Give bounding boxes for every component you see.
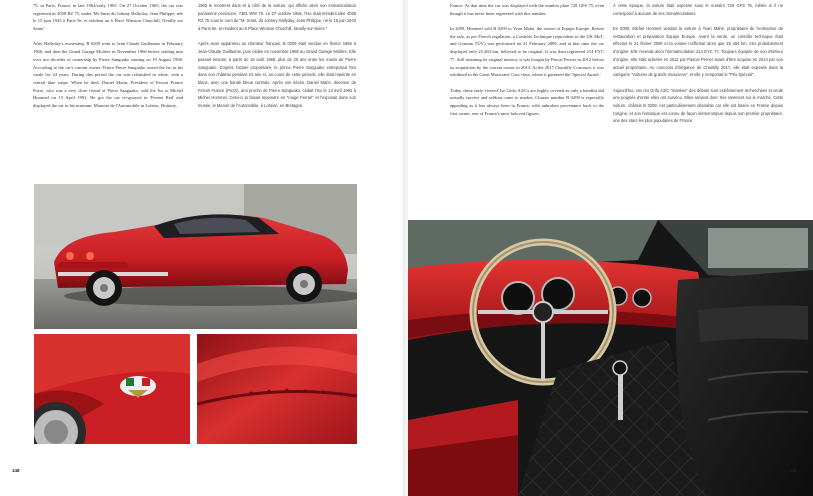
bodywork-detail-photo: [197, 334, 357, 444]
paragraph: In 2009, Hommel sold B 0209 to Yvan Mahé, the owner of Equipe Europe. Before the sale, as per French regulation, a Contrôle Technique (equivalent to the UK MoT, and German TÜV) was performed on 21 February 2009, and at that time the car displayed only 25,484 km, believed to be original. It was then registered 214 EYC 77. Still retaining its original interior, it was bought by Pascal Perrier in 2012 before its acquisition by the current owner in 2014. At the 2017 Chantilly Concours, it was exhibited in the Great Musicians' Cars class, where it garnered the 'Special Award.': [450, 26, 604, 78]
red-car-rear-image: [34, 184, 357, 329]
left-french-column: [198, 2, 356, 178]
bodywork-detail-image: [197, 334, 357, 444]
right-english-column: [450, 2, 604, 202]
badge-closeup-photo: [34, 334, 190, 444]
right-page: [408, 0, 813, 496]
paragraph: Today, these early 'riveted' Iso Grifo A3/Cs are highly coveted as only a handful did actually survive and seldom come to market. Chassis number B 0209 is especially appealing as it has always been in France, with unbroken provenance back to the first owner, one of France's most beloved figures.: [450, 87, 604, 116]
interior-image: [408, 220, 813, 496]
page-number-left: 148: [12, 468, 20, 473]
red-car-rear-photo: [34, 184, 357, 329]
paragraph: 1965 le montrent dans et à côté de la voiture, qui affiche alors son immatriculation parisienne provisoire, 7381 WW 75. Le 27 octobre 1965, l'Iso était immatriculée 4058 RZ 75 sous le nom de "M. Smet, dit Johnny Hallyday, Jean-Philippe, né le 15 juin 1943 à Paris 9e, et résident au 6 Place Winston Churchill, Neuilly-sur-Seine.": [198, 3, 356, 32]
left-english-column: [33, 2, 183, 178]
right-french-column: [613, 2, 783, 202]
paragraph: After Hallyday's ownership, B 0209 went to Jean Claude Guillaume in February 1966, and then the Grand Garage Molière in November 1966 before settling into over two decades of ownership by Pierre Sanguako starting on 19 August 1968. According to the car's current owner, Prince Pierre Sanguako stored the Iso in his castle for 24 years. During this period the car was refinished in white, with a central blue stripe. When he died, Daniel Marin, President of Ferrari France Pozzi, who was a very close friend of Pierre Sanguako, sold the Iso to Michel Hommel on 13 April 1992. He got the car re-sprayed in 'Ferrari Red' and displayed the car in his museum, Manoire de l'Automobile in Lohéac, Brittany,: [33, 41, 183, 109]
paragraph: À cette époque, la voiture était exposée sous le numéro 728 GFS 75, même si il ne correspond à aucune de ses immatriculations.: [613, 3, 783, 16]
paragraph: Après avoir appartenu au chanteur français, B 0209 était vendue en février 1966 à Jean-Claude Guillaume, puis cédée en novembre 1966 au Grand Garage Molière. Elle passait ensuite, à partir du 19 août 1968, plus de 20 ans entre les mains de Pierre Sanguako. D'après l'actuel propriétaire, le prince Pierre Sanguako entreposait l'Iso dans son château pendant 24 ans et, au cours de cette période, elle était repeinte en blanc, avec une bande bleue centrale. Après son décès, Daniel Marin, directeur de Ferrari France (Pozzi), ami proche de Pierre Sanguako, cédait l'Iso le 13 avril 1992 à Michel Hommel. Celui-ci la faisait repeindre en "rouge Ferrari" et l'exposait dans son musée, le Manoir de l'Automobile, à Lohéac, en Bretagne.: [198, 41, 356, 109]
paragraph: En 2009, Michel Hommel vendait la voiture à Yvan Mahé, propriétaire de l'entreprise de restauration et préparation Équipe Europe. Avant la vente, un contrôle technique était effectué le 21 février 2009 et la voiture n'affichait alors que 25 484 km, très probablement d'origine. Elle recevait alors l'immatriculation 214 EYC 77. Toujours équipée de son intérieur d'origine, elle était achetée en 2012 par Pascal Perrier avant d'être acquise en 2014 par son actuel propriétaire. Au concours d'élégance de Chantilly 2017, elle était exposée dans la catégorie "Voitures de grands musiciens", et elle y remportait le "Prix Spécial".: [613, 26, 783, 78]
page-number-right: 149: [789, 468, 797, 473]
paragraph: Aujourd'hui, ces Iso Grifo A3/C "rivetées" des débuts sont extrêmement recherchées et seule une poignée d'entre elles ont survécu. Elles arrivent donc très rarement sur le marché. Cette voiture, châssis B 0209, est particulièrement désirable car elle est basée en France depuis l'origine, et son historique est connu de façon ininterrompue depuis son premier propriétaire, une des stars les plus populaires de France.: [613, 87, 783, 124]
badge-closeup-image: [34, 334, 190, 444]
paragraph: 75, in Paris, France, in late 1964/early 1965. On 27 October 1965, the car was registered as 4058 RZ 75, under 'Mr Smet dit Johnny Hallyday, Jean Philippe, née le 15 juin 1943 à Paris 9e, et résident au 6 Place Winston Churchill, Neuilly sur Seine.': [33, 3, 183, 32]
interior-photo: [408, 220, 813, 496]
paragraph: France. At that time the car was displayed with the number plate 728 GFS 75, even though it has never been registered with this number.: [450, 3, 604, 16]
left-page: [0, 0, 405, 496]
